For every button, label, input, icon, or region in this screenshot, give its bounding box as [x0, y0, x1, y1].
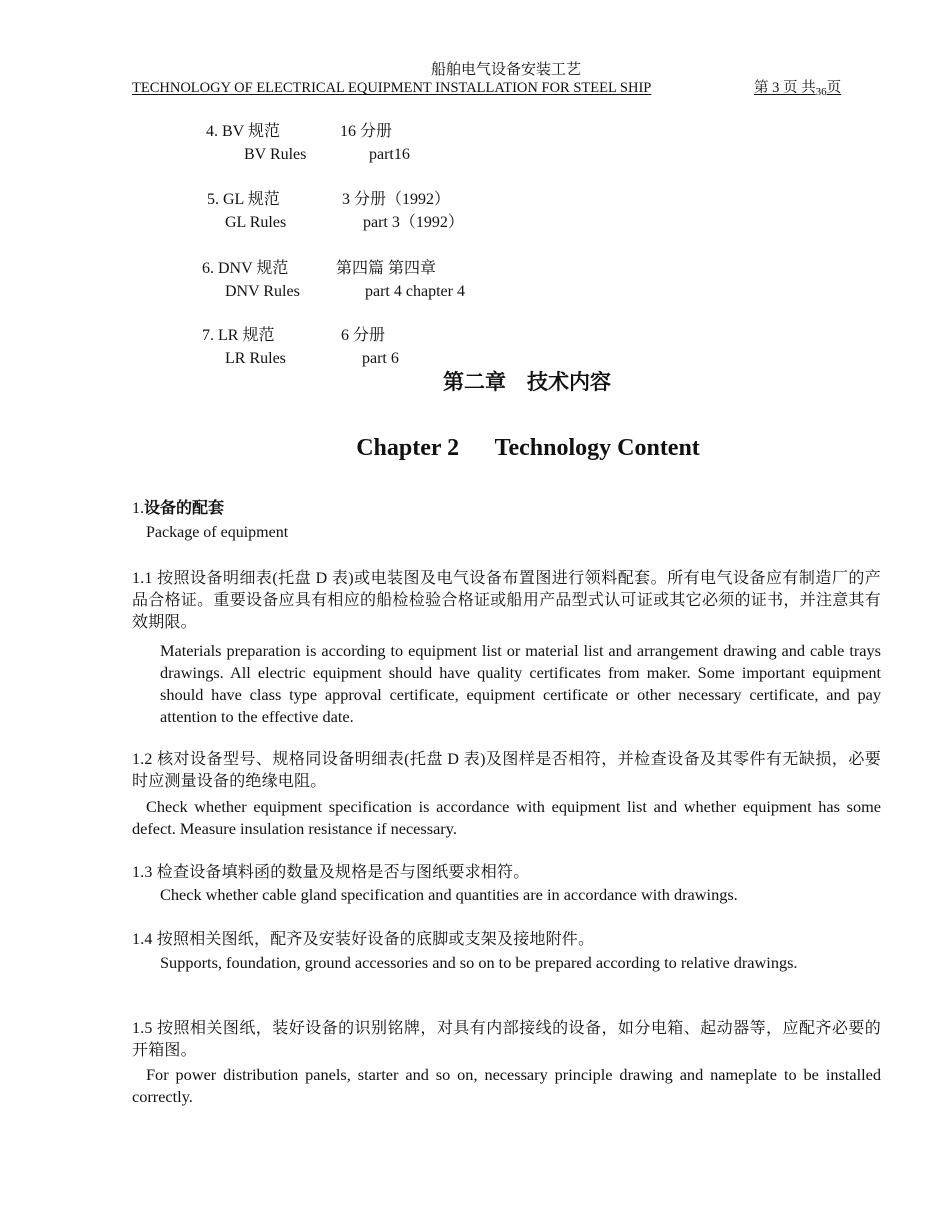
ref-6-cn-part: 第四篇 第四章 [336, 260, 437, 277]
ref-7-cn-part: 6 分册 [341, 327, 386, 344]
header-title-cn: 船舶电气设备安装工艺 [430, 62, 581, 78]
header-title-en-line [132, 79, 858, 97]
chapter-title-cn: 第二章 技术内容 [443, 370, 611, 394]
ref-4-en: BV Rules [244, 146, 307, 163]
ref-5-cn: 5. GL 规范 [207, 191, 280, 208]
ref-4-cn-part: 16 分册 [340, 123, 393, 140]
ref-5-cn-part: 3 分册（1992） [342, 191, 451, 208]
item-1-2-en: Check whether equipment specification is accordance with equipment list and whether equipment has some defect. Measure insulation resistance if necessary. [132, 797, 881, 838]
ref-5-en-part: part 3（1992） [363, 214, 464, 231]
item-1-4-cn: 1.4 按照相关图纸，配齐及安装好设备的底脚或支架及接地附件。 [132, 931, 595, 948]
ref-4-cn: 4. BV 规范 [206, 123, 280, 140]
ref-7-cn: 7. LR 规范 [202, 327, 275, 344]
ref-6-en-part: part 4 chapter 4 [365, 283, 465, 300]
header-title-en: TECHNOLOGY OF ELECTRICAL EQUIPMENT INSTALLATION FOR STEEL SHIP [132, 80, 652, 96]
chapter-title-en: Chapter 2 Technology Content [356, 435, 700, 461]
ref-6-en: DNV Rules [225, 283, 300, 300]
item-1-1-en: Materials preparation is according to equipment list or material list and arrangement drawing and cable trays drawings. All electric equipment should have quality certificates from maker. Some important equipment should have class type approval certificate, equipment certificate or other necessary certificate, and pay attention to the effective date. [160, 641, 881, 726]
ref-4-en-part: part16 [369, 146, 410, 163]
ref-7-en: LR Rules [225, 350, 286, 367]
item-1-3-cn: 1.3 检查设备填料函的数量及规格是否与图纸要求相符。 [132, 864, 530, 881]
item-1-5-en: For power distribution panels, starter and so on, necessary principle drawing and nameplate to be installed correctly. [132, 1065, 881, 1106]
section-heading-cn: 1.设备的配套 [132, 498, 225, 517]
ref-6-cn: 6. DNV 规范 [202, 260, 289, 277]
item-1-1-cn: 1.1 按照设备明细表(托盘 D 表)或电装图及电气设备布置图进行领料配套。所有电气设备应有制造厂的产品合格证。重要设备应具有相应的船检检验合格证或船用产品型式认可证或其它必须的证书，并注意其有效期限。 [132, 570, 881, 631]
item-1-5-cn: 1.5 按照相关图纸，装好设备的识别铭牌，对具有内部接线的设备，如分电箱、起动器等，应配齐必要的开箱图。 [132, 1020, 881, 1059]
item-1-4-en: Supports, foundation, ground accessories and so on to be prepared according to relative drawings. [160, 953, 798, 972]
item-1-3-en: Check whether cable gland specification and quantities are in accordance with drawings. [160, 885, 738, 904]
ref-7-en-part: part 6 [362, 350, 399, 367]
section-heading-en: Package of equipment [146, 524, 289, 541]
page-number: 第 3 页 共$_{36}$页 [754, 80, 842, 98]
item-1-2-cn: 1.2 核对设备型号、规格同设备明细表(托盘 D 表)及图样是否相符，并检查设备及其零件有无缺损，必要时应测量设备的绝缘电阻。 [132, 751, 881, 790]
ref-5-en: GL Rules [225, 214, 287, 231]
